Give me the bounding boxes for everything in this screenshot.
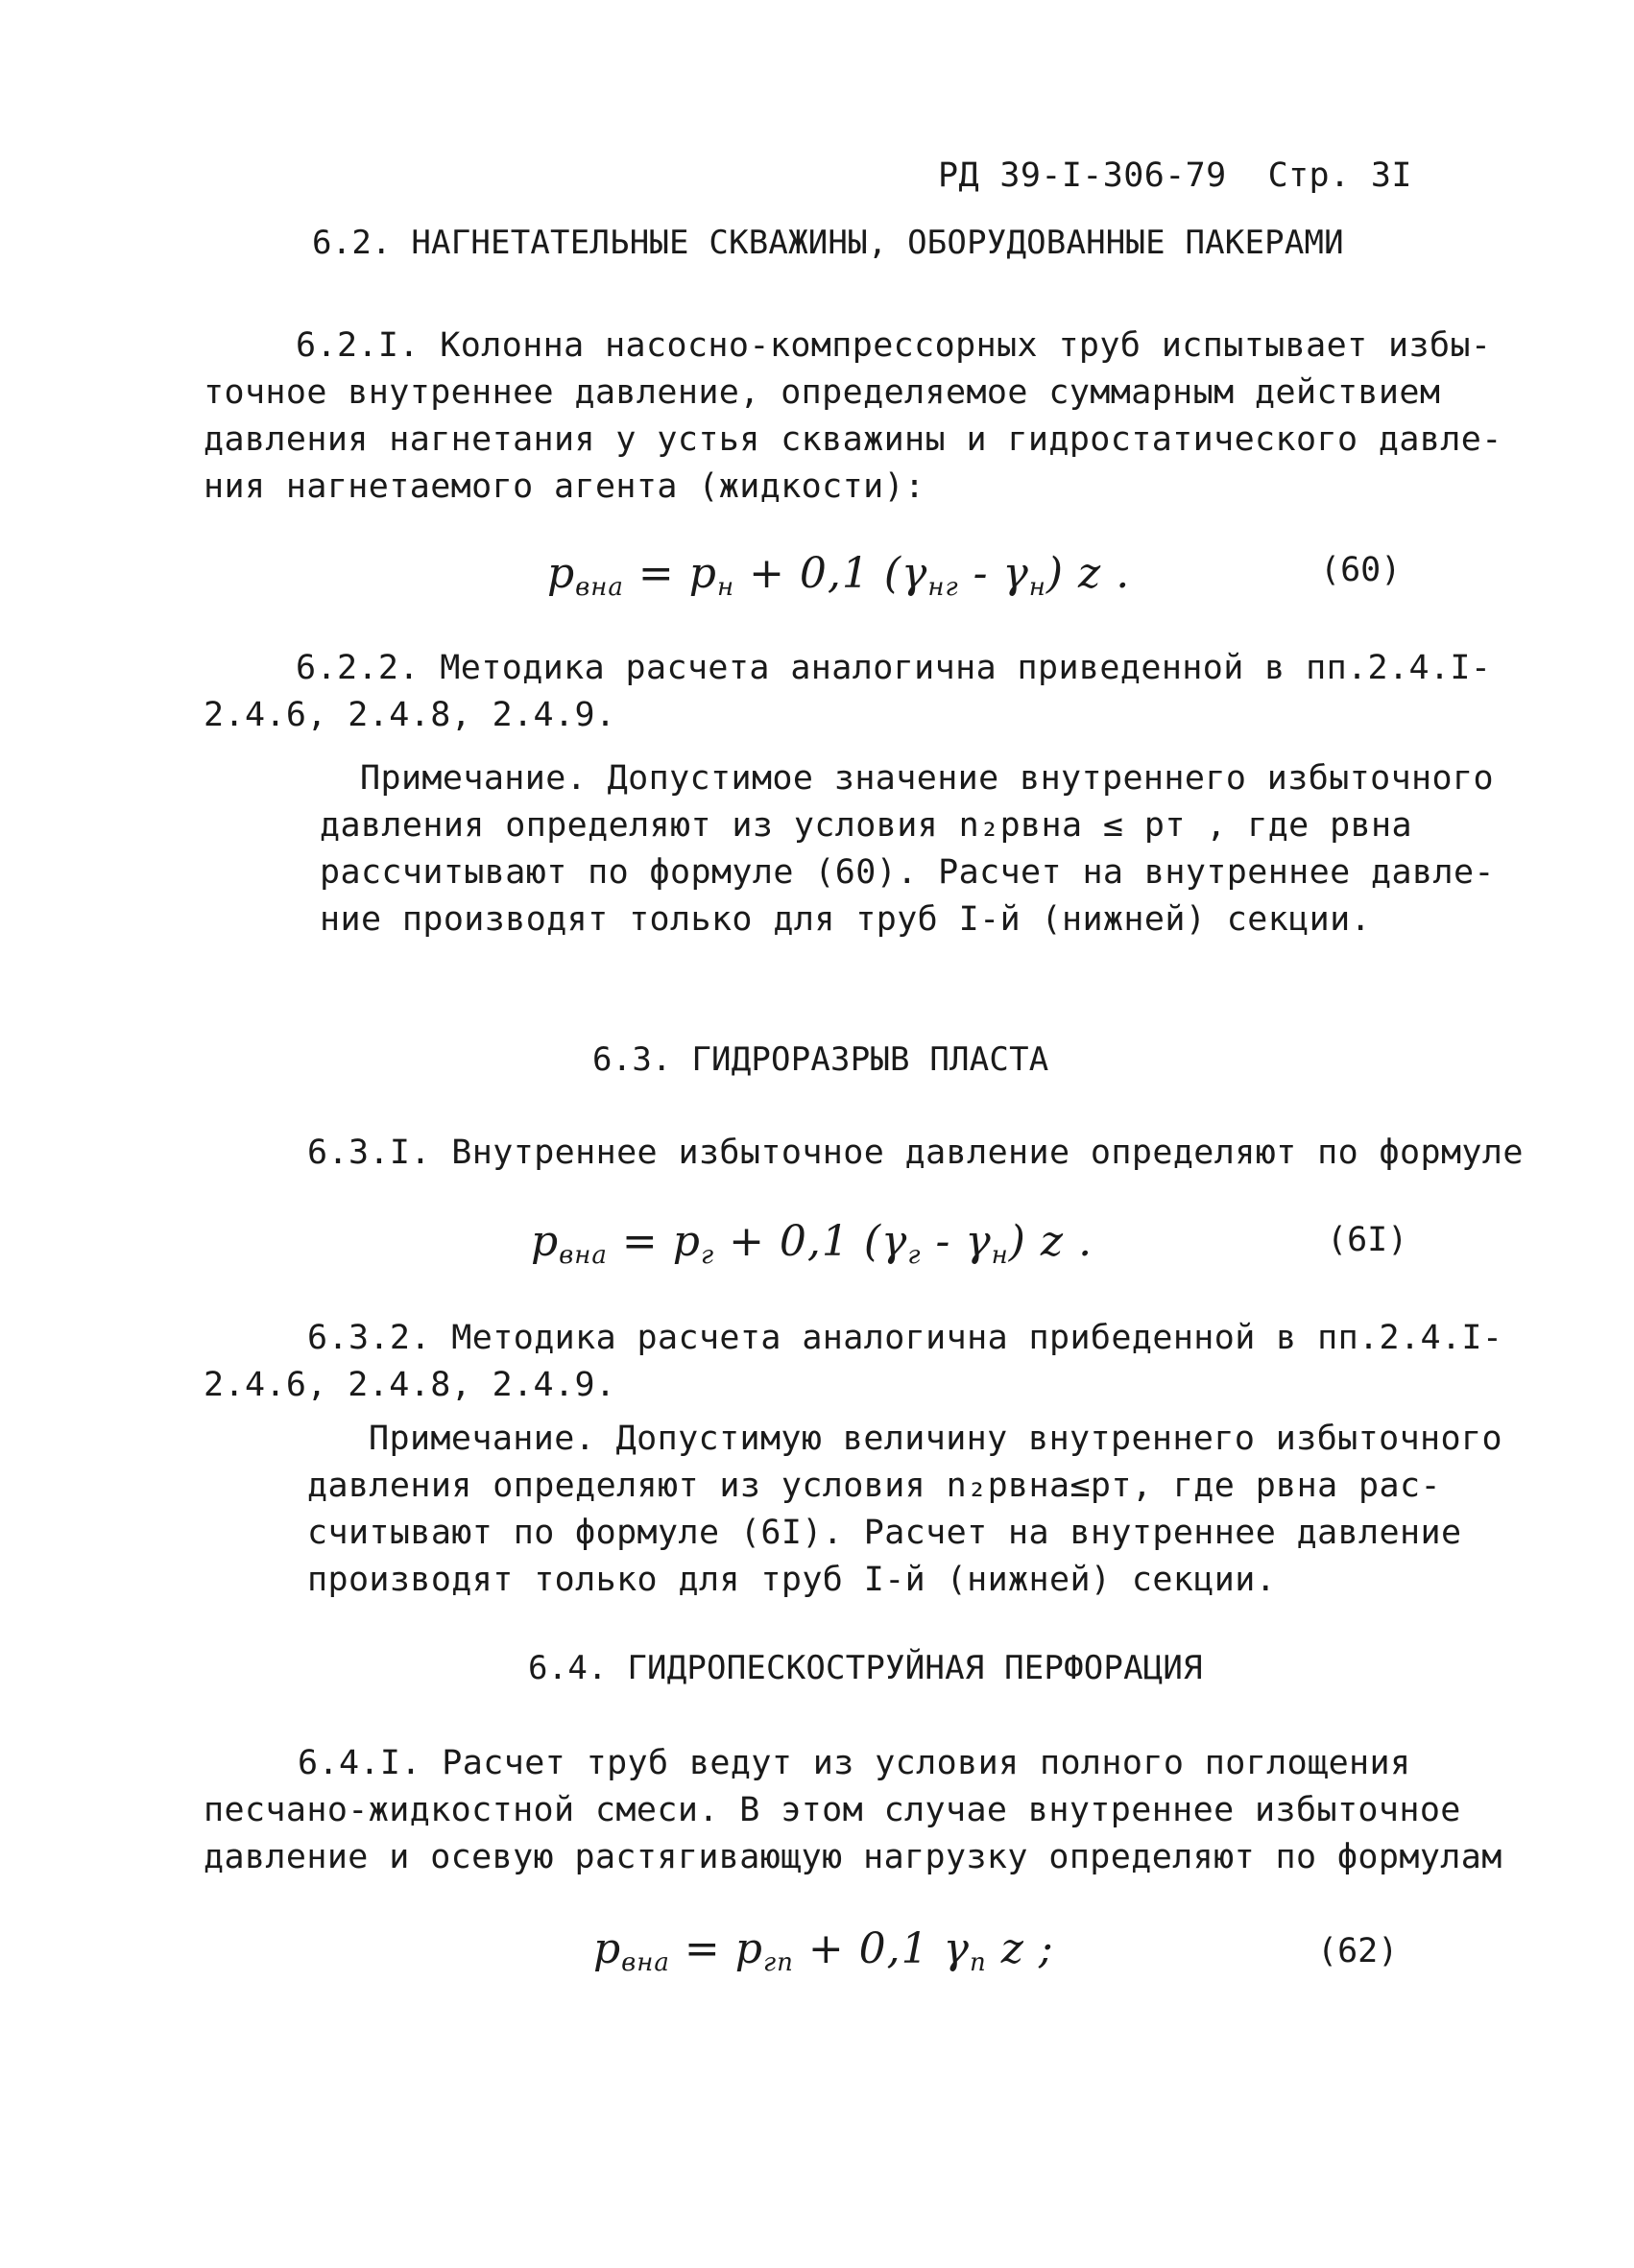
text-line: 6.3.2. Методика расчета аналогична прибеденной в пп.2.4.I- — [307, 1319, 1503, 1357]
equation-number-62: (62) — [1317, 1932, 1399, 1970]
text-line: 6.4.I. Расчет труб ведут из условия полного поглощения — [298, 1744, 1411, 1782]
section-6-2-title: 6.2. НАГНЕТАТЕЛЬНЫЕ СКВАЖИНЫ, ОБОРУДОВАННЫЕ ПАКЕРАМИ — [312, 224, 1344, 262]
note-6-2 — [320, 755, 1495, 943]
equation-number-60: (60) — [1320, 551, 1402, 589]
text-line: считывают по формуле (6I). Расчет на внутреннее давление — [307, 1514, 1462, 1552]
text-line: точное внутреннее давление, определяемое суммарным действием — [204, 373, 1441, 412]
paragraph-6-2-1 — [204, 322, 1502, 511]
text-line: Примечание. Допустимое значение внутреннего избыточного — [360, 759, 1494, 798]
text-line: давления определяют из условия n₂pвна≤pт, где pвна рас- — [307, 1467, 1441, 1505]
text-line: ния нагнетаемого агента (жидкости): — [204, 467, 925, 506]
text-line: 2.4.6, 2.4.8, 2.4.9. — [204, 696, 616, 734]
page-number: Стр. 3I — [1267, 156, 1412, 195]
formula-62: $p_{вна} = p_{гп} + 0,1$ $\gamma_п$ z ; — [593, 1924, 1054, 1977]
text-line: производят только для труб I-й (нижней) секции. — [307, 1561, 1277, 1599]
equation-number-61: (6I) — [1327, 1221, 1408, 1259]
text-line: песчано-жидкостной смеси. В этом случае внутреннее избыточное — [204, 1791, 1461, 1829]
section-6-3-title: 6.3. ГИДРОРАЗРЫВ ПЛАСТА — [592, 1040, 1049, 1079]
formula-60: $p_{вна} = p_н + 0,1$ $(\gamma_{нг} - \gamma_н)$ z . — [547, 549, 1131, 602]
paragraph-6-4-1 — [204, 1740, 1502, 1881]
document-code: РД 39-I-306-79 Стр. 3I — [938, 156, 1412, 195]
text-line: давления определяют из условия n₂pвна ≤ pт , где pвна — [320, 806, 1413, 845]
text-line: рассчитывают по формуле (60). Расчет на внутреннее давле- — [320, 853, 1495, 892]
text-line: 2.4.6, 2.4.8, 2.4.9. — [204, 1366, 616, 1404]
formula-61: $p_{вна} = p_г + 0,1$ $(\gamma_г - \gamma_н)$ z . — [531, 1217, 1093, 1270]
paragraph-6-3-1: 6.3.I. Внутреннее избыточное давление определяют по формуле — [307, 1134, 1524, 1172]
text-line: 6.2.2. Методика расчета аналогична приведенной в пп.2.4.I- — [296, 649, 1492, 687]
text-line: ние производят только для труб I-й (нижней) секции. — [320, 900, 1372, 939]
section-6-4-title: 6.4. ГИДРОПЕСКОСТРУЙНАЯ ПЕРФОРАЦИЯ — [528, 1649, 1203, 1687]
paragraph-6-2-2 — [204, 645, 1491, 739]
text-line: давление и осевую растягивающую нагрузку определяют по формулам — [204, 1838, 1502, 1876]
paragraph-6-3-2 — [204, 1315, 1502, 1409]
text-line: Примечание. Допустимую величину внутреннего избыточного — [369, 1420, 1502, 1458]
note-6-3 — [307, 1416, 1502, 1604]
text-line: 6.2.I. Колонна насосно-компрессорных труб испытывает избы- — [296, 326, 1492, 365]
text-line: давления нагнетания у устья скважины и гидростатического давле- — [204, 420, 1502, 459]
